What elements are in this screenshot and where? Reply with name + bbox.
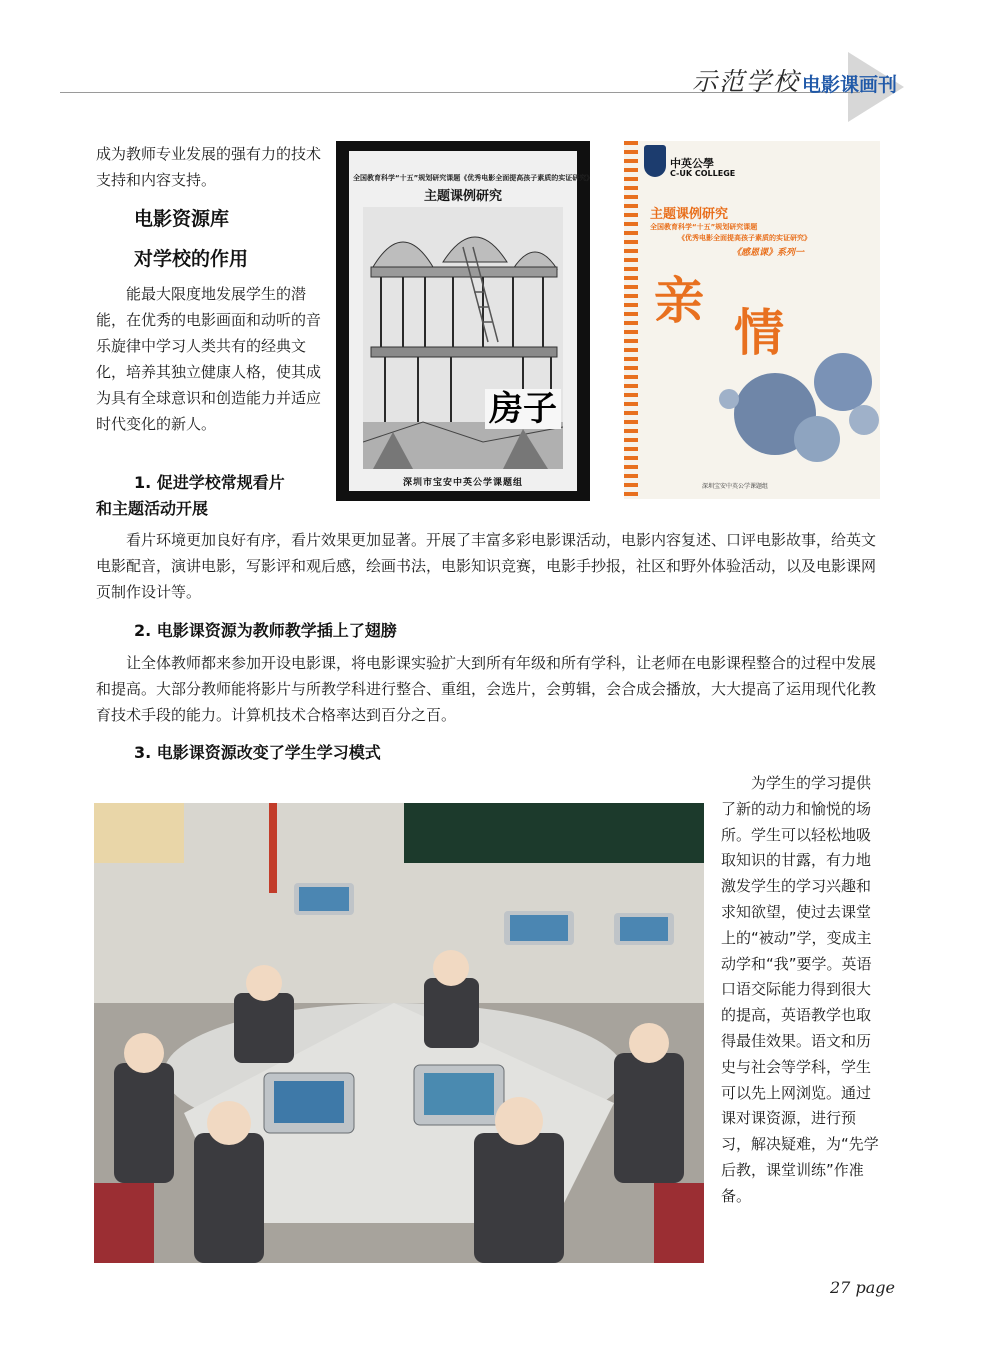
cover2-photo-circle	[849, 405, 879, 435]
point1-title-line1: 1. 促进学校常规看片	[134, 473, 285, 492]
header-title-left: 示范学校	[692, 67, 801, 96]
point2-title: 2. 电影课资源为教师教学插上了翅膀	[134, 621, 397, 640]
cover1-title: 主题课例研究	[423, 189, 502, 204]
point1-body: 看片环境更加良好有序，看片效果更加显著。开展了丰富多彩电影课活动，电影内容复述、口评电影故事，给英文电影配音，演讲电影，写影评和观后感，绘画书法，电影知识竞赛，电影手抄报，社区和野外体验活动，以及电影课网页制作设计等。	[96, 531, 877, 601]
point2-body: 让全体教师都来参加开设电影课，将电影课实验扩大到所有年级和所有学科，让老师在电影课程整合的过程中发展和提高。大部分教师能将影片与所教学科进行整合、重组，会选片，会剪辑，会合成会播放，大大提高了运用现代化教育技术手段的能力。计算机技术合格率达到百分之百。	[96, 654, 877, 724]
cover2-photo-circle	[719, 389, 739, 409]
cover2-school-name-cn: 中英公學	[670, 157, 714, 170]
book-cover-house	[336, 141, 594, 501]
point3-body: 为学生的学习提供了新的动力和愉悦的场所。学生可以轻松地吸取知识的甘露，有力地激发学生的学习兴趣和求知欲望，使过去课堂上的“被动”学，变成主动学和“我”要学。英语口语交际能力得到很大的提高，英语教学也取得最佳效果。语文和历史与社会等学科，学生可以先上网浏览。通过课对课资源，进行预习，解决疑难，为“先学后教，课堂训练”作准备。	[721, 774, 879, 1205]
cover2-sub-line1: 全国教育科学“十五”规划研究课题	[650, 223, 758, 231]
cover2-photo-circle	[794, 416, 840, 462]
cover2-sub-line2: 《优秀电影全面提高孩子素质的实证研究》	[678, 234, 811, 242]
cover2-footer: 深圳宝安中英公学课题组	[702, 483, 769, 490]
classroom-illustration	[94, 803, 704, 1263]
cover2-series-title: 主题课例研究	[650, 207, 729, 222]
section-heading-line2: 对学校的作用	[134, 248, 249, 270]
cover2-char-qin: 亲	[654, 272, 704, 330]
intro-paragraph: 成为教师专业发展的强有力的技术支持和内容支持。	[96, 145, 322, 189]
book-cover-family	[624, 141, 880, 499]
cover1-footer: 深圳市宝安中英公学课题组	[402, 478, 523, 488]
escher-house-illustration	[363, 207, 563, 469]
point3-title: 3. 电影课资源改变了学生学习模式	[134, 743, 381, 762]
section-paragraph: 能最大限度地发展学生的潜能，在优秀的电影画面和动听的音乐旋律中学习人类共有的经典文化，培养其独立健康人格，使其成为具有全球意识和创造能力并适应时代变化的新人。	[96, 285, 322, 433]
cover1-page	[349, 151, 594, 491]
cover2-photo-circle	[814, 353, 872, 411]
section-heading-line1: 电影资源库	[134, 208, 230, 230]
page-number: 27 page	[830, 1278, 895, 1297]
school-crest-icon	[644, 145, 666, 177]
header-title-right: 电影课画刊	[802, 74, 898, 96]
cover1-big-word: 房子	[485, 389, 561, 429]
cover2-stripe-decoration	[624, 141, 638, 499]
classroom-photo	[94, 803, 704, 1263]
cover2-sub-line3: 《感恩课》系列一	[732, 248, 805, 258]
cover2-char-qing: 情	[734, 304, 784, 362]
cover2-school-name-en: C-UK COLLEGE	[670, 169, 736, 178]
cover1-top-line: 全国教育科学“十五”规划研究课题《优秀电影全面提高孩子素质的实证研究》	[353, 174, 594, 182]
point1-title-line2: 和主题活动开展	[96, 499, 209, 518]
